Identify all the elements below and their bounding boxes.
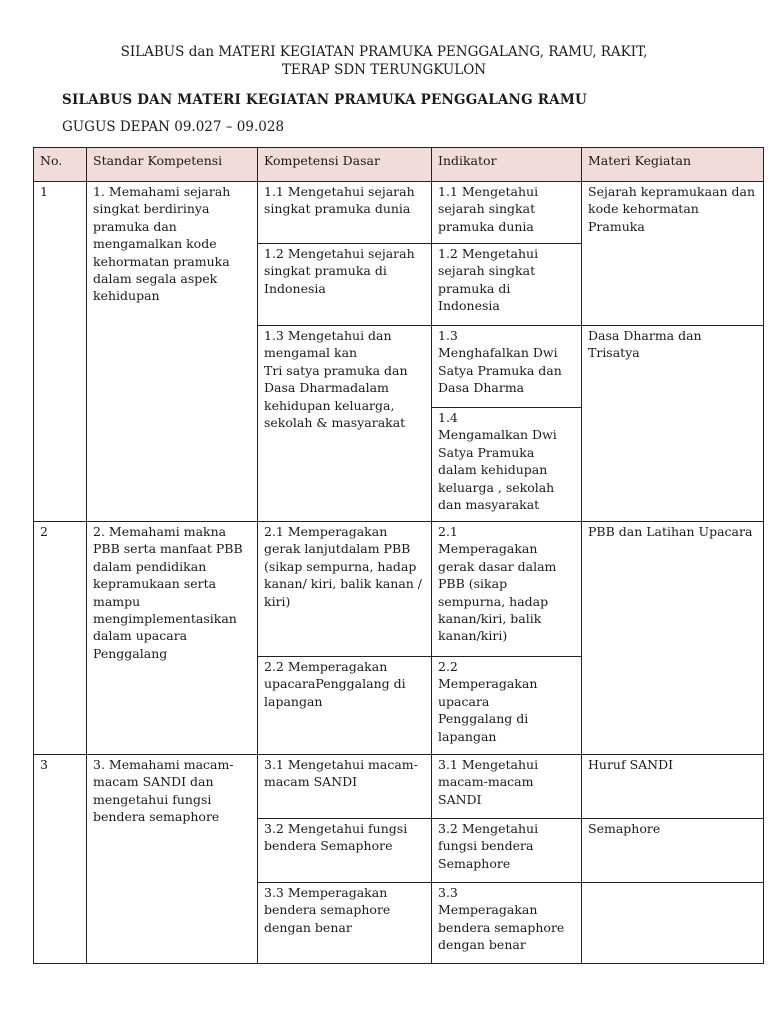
cell-standar-kompetensi: 2. Memahami makna PBB serta manfaat PBB dalam pendidikan kepramukaan serta mampu mengimplementasikan dalam upacara Penggalang bbox=[87, 522, 258, 755]
header-indikator: Indikator bbox=[432, 148, 582, 182]
cell-indikator: 2.2 Memperagakan upacara Penggalang di lapangan bbox=[432, 657, 582, 755]
cell-indikator: 1.3 Menghafalkan Dwi Satya Pramuka dan Dasa Dharma bbox=[432, 326, 582, 408]
cell-kompetensi-dasar: 1.2 Mengetahui sejarah singkat pramuka di Indonesia bbox=[258, 244, 432, 326]
cell-materi-kegiatan: PBB dan Latihan Upacara bbox=[582, 522, 764, 755]
cell-indikator: 1.1 Mengetahui sejarah singkat pramuka dunia bbox=[432, 182, 582, 244]
document-title-line2: TERAP SDN TERUNGKULON bbox=[281, 62, 487, 78]
cell-kompetensi-dasar: 2.1 Memperagakan gerak lanjutdalam PBB (sikap sempurna, hadap kanan/ kiri, balik kanan / kiri) bbox=[258, 522, 432, 657]
cell-kompetensi-dasar: 3.2 Mengetahui fungsi bendera Semaphore bbox=[258, 819, 432, 883]
cell-indikator: 3.1 Mengetahui macam-macam SANDI bbox=[432, 755, 582, 819]
cell-materi-kegiatan bbox=[582, 883, 764, 964]
table-row bbox=[34, 755, 764, 819]
header-kompetensi-dasar: Kompetensi Dasar bbox=[258, 148, 432, 182]
header-standar-kompetensi: Standar Kompetensi bbox=[87, 148, 258, 182]
cell-materi-kegiatan: Sejarah kepramukaan dan kode kehormatan Pramuka bbox=[582, 182, 764, 326]
gugus-depan-label: GUGUS DEPAN 09.027 – 09.028 bbox=[62, 119, 285, 135]
cell-kompetensi-dasar: 3.1 Mengetahui macam-macam SANDI bbox=[258, 755, 432, 819]
cell-standar-kompetensi: 3. Memahami macam-macam SANDI dan mengetahui fungsi bendera semaphore bbox=[87, 755, 258, 964]
cell-kompetensi-dasar: 1.1 Mengetahui sejarah singkat pramuka dunia bbox=[258, 182, 432, 244]
header-no: No. bbox=[34, 148, 87, 182]
syllabus-table bbox=[33, 147, 764, 964]
cell-materi-kegiatan: Dasa Dharma dan Trisatya bbox=[582, 326, 764, 522]
cell-indikator: 3.2 Mengetahui fungsi bendera Semaphore bbox=[432, 819, 582, 883]
cell-indikator: 3.3 Memperagakan bendera semaphore dengan benar bbox=[432, 883, 582, 964]
cell-kompetensi-dasar: 3.3 Memperagakan bendera semaphore dengan benar bbox=[258, 883, 432, 964]
cell-materi-kegiatan: Semaphore bbox=[582, 819, 764, 883]
table-row bbox=[34, 182, 764, 244]
document-subtitle: SILABUS DAN MATERI KEGIATAN PRAMUKA PENGGALANG RAMU bbox=[62, 92, 587, 108]
cell-standar-kompetensi: 1. Memahami sejarah singkat berdirinya pramuka dan mengamalkan kode kehormatan pramuka dalam segala aspek kehidupan bbox=[87, 182, 258, 522]
cell-indikator: 1.2 Mengetahui sejarah singkat pramuka di Indonesia bbox=[432, 244, 582, 326]
cell-indikator: 2.1 Memperagakan gerak dasar dalam PBB (sikap sempurna, hadap kanan/kiri, balik kanan/kiri) bbox=[432, 522, 582, 657]
cell-kompetensi-dasar: 1.3 Mengetahui dan mengamal kan Tri satya pramuka dan Dasa Dharmadalam kehidupan keluarga, sekolah & masyarakat bbox=[258, 326, 432, 522]
cell-no: 3 bbox=[34, 755, 87, 964]
table-header-row bbox=[34, 148, 764, 182]
cell-materi-kegiatan: Huruf SANDI bbox=[582, 755, 764, 819]
header-materi-kegiatan: Materi Kegiatan bbox=[582, 148, 764, 182]
table-row bbox=[34, 522, 764, 657]
cell-kompetensi-dasar: 2.2 Memperagakan upacaraPenggalang di lapangan bbox=[258, 657, 432, 755]
cell-indikator: 1.4 Mengamalkan Dwi Satya Pramuka dalam kehidupan keluarga , sekolah dan masyarakat bbox=[432, 408, 582, 522]
cell-no: 2 bbox=[34, 522, 87, 755]
document-title-line1: SILABUS dan MATERI KEGIATAN PRAMUKA PENGGALANG, RAMU, RAKIT, bbox=[120, 44, 648, 60]
cell-no: 1 bbox=[34, 182, 87, 522]
